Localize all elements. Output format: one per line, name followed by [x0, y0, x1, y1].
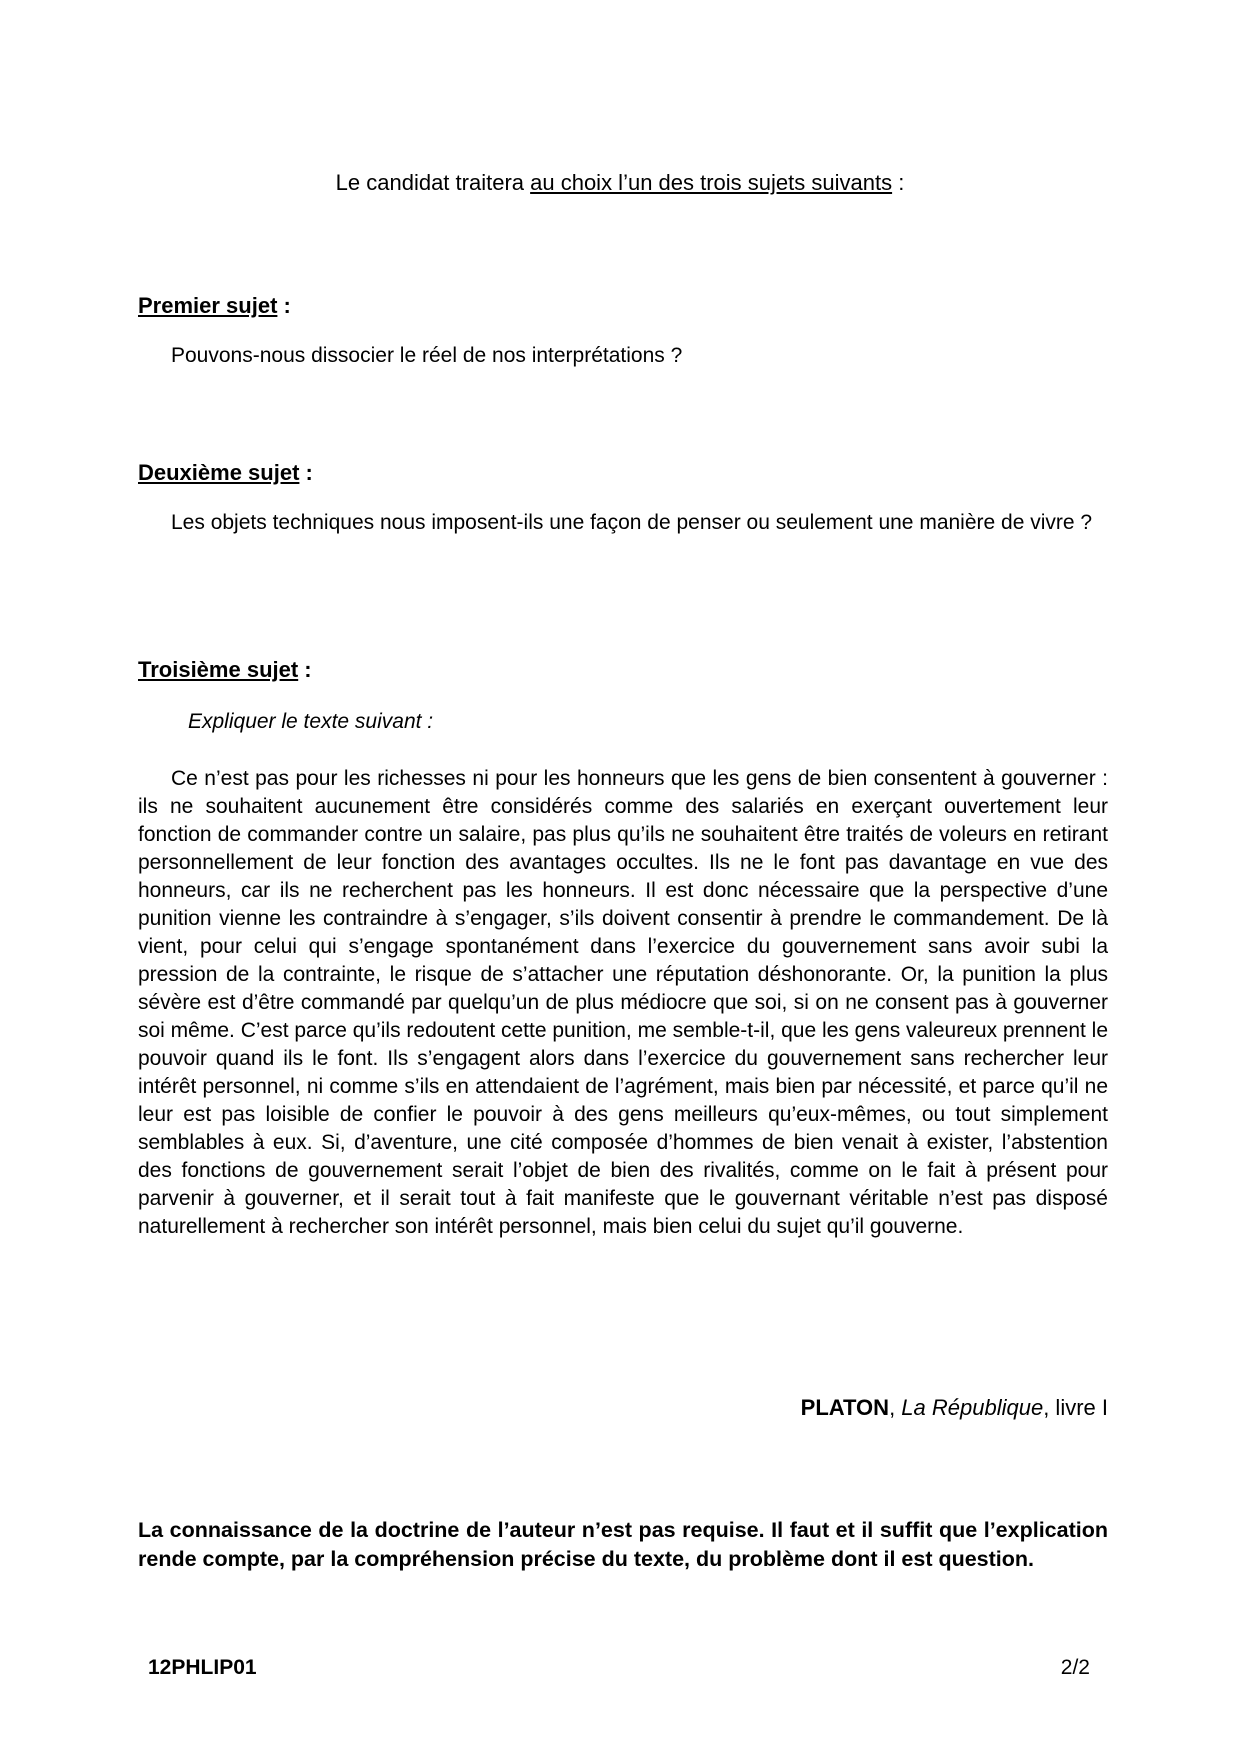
subject-1-question: Pouvons-nous dissocier le réel de nos interprétations ? — [171, 344, 683, 367]
attribution-detail: , livre I — [1043, 1395, 1108, 1420]
subject-3-title-text: Troisième sujet — [138, 657, 299, 682]
subject-3-text-excerpt: Ce n’est pas pour les richesses ni pour les honneurs que les gens de bien consentent à gouverner : ils ne souhaitent aucunement être considérés comme des salariés en exerçant ouvertement leur fonction de commander contre un salaire, pas plus qu’ils ne souhaitent être traités de voleurs en retirant personnellement de leur fonction des avantages occultes. Ils ne le font pas davantage en vue des honneurs, car ils ne recherchent pas les honneurs. Il est donc nécessaire que la perspective d’une punition vienne les contraindre à s’engager, s’ils doivent consentir à prendre le commandement. De là vient, pour celui qui s’engage spontanément dans l’exercice du gouvernement sans avoir subi la pression de la contrainte, le risque de s’attacher une réputation déshonorante. Or, la punition la plus sévère est d’être commandé par quelqu’un de plus médiocre que soi, si on ne consent pas à gouverner soi même. C’est parce qu’ils redoutent cette punition, me semble-t-il, que les gens valeureux prennent le pouvoir quand ils le font. Ils s’engagent alors dans l’exercice du gouvernement sans rechercher leur intérêt personnel, ni comme s’ils en attendaient de l’agrément, mais bien par nécessité, et parce qu’il ne leur est pas loisible de confier le pouvoir à des gens meilleurs qu’eux-mêmes, ou tout simplement semblables à eux. Si, d’aventure, une cité composée d’hommes de bien venait à exister, l’abstention des fonctions de gouvernement serait l’objet de bien des rivalités, comme on le fait à présent pour parvenir à gouverner, et il serait tout à fait manifeste que le gouvernant véritable n’est pas disposé naturellement à rechercher son intérêt personnel, mais bien celui du sujet qu’il gouverne. — [138, 767, 1109, 1238]
subject-3-title — [138, 656, 312, 684]
subject-1-title-text: Premier sujet — [138, 293, 278, 318]
examiner-notice: La connaissance de la doctrine de l’auteur n’est pas requise. Il faut et il suffit que l’explication rende compte, par la compréhension précise du texte, du problème dont il est question. — [138, 1517, 1108, 1571]
attribution-work-title: La République — [901, 1395, 1044, 1420]
candidate-instruction-line — [0, 169, 1240, 197]
exam-code: 12PHLIP01 — [148, 1656, 257, 1679]
instruction-suffix: : — [892, 170, 905, 195]
subject-3-title-colon: : — [298, 657, 312, 682]
subject-2-title-text: Deuxième sujet — [138, 460, 300, 485]
subject-2-question: Les objets techniques nous imposent-ils une façon de penser ou seulement une manière de vivre ? — [171, 511, 1093, 534]
subject-2-title — [138, 459, 313, 487]
subject-1-title — [138, 292, 291, 320]
text-attribution — [138, 1394, 1108, 1422]
instruction-underlined: au choix l’un des trois sujets suivants — [530, 170, 893, 195]
page-number: 2/2 — [1060, 1656, 1090, 1679]
subject-1-title-colon: : — [277, 293, 291, 318]
attribution-author: PLATON — [800, 1395, 890, 1420]
page-footer — [148, 1654, 1090, 1682]
subject-3-instruction: Expliquer le texte suivant : — [188, 710, 434, 733]
subject-2-title-colon: : — [299, 460, 313, 485]
attribution-separator: , — [889, 1395, 902, 1420]
instruction-prefix: Le candidat traitera — [335, 170, 531, 195]
